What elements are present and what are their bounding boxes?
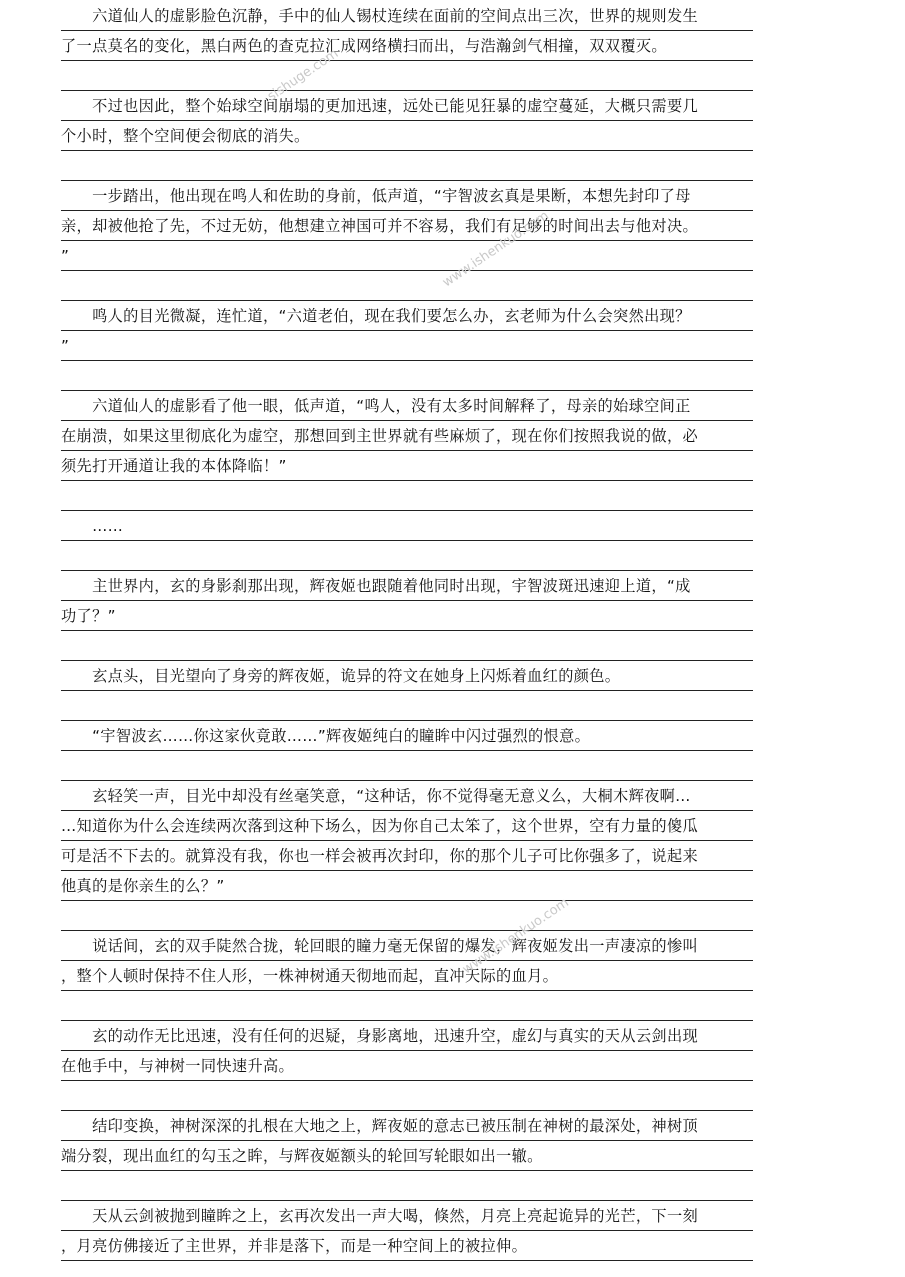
watermark-text: www.ishenkuo.com [440,208,552,291]
blank-line [61,61,753,91]
blank-line [61,751,753,781]
text-line: ，整个人顿时保持不住人形，一株神树通天彻地而起，直冲天际的血月。 [61,961,753,991]
text-line: 可是活不下去的。就算没有我，你也一样会被再次封印，你的那个儿子可比你强多了，说起来 [61,841,753,871]
text-line: 玄的动作无比迅速，没有任何的迟疑，身影离地，迅速升空，虚幻与真实的天从云剑出现 [61,1021,753,1051]
text-line: …… [61,511,753,541]
text-line: 一步踏出，他出现在鸣人和佐助的身前，低声道，“宇智波玄真是果断，本想先封印了母 [61,181,753,211]
blank-line [61,481,753,511]
blank-line [61,631,753,661]
watermark-text: www.ishenkuo.com [460,895,572,978]
text-line: 在崩溃，如果这里彻底化为虚空，那想回到主世界就有些麻烦了，现在你们按照我说的做，必 [61,421,753,451]
text-line: 玄轻笑一声，目光中却没有丝毫笑意，“这种话，你不觉得毫无意义么，大桐木辉夜啊… [61,781,753,811]
text-line: ” [61,331,753,361]
blank-line [61,151,753,181]
blank-line [61,1081,753,1111]
blank-line [61,1171,753,1201]
text-line: 天从云剑被抛到瞳眸之上，玄再次发出一声大喝，倏然，月亮上亮起诡异的光芒，下一刻 [61,1201,753,1231]
text-line: 结印变换，神树深深的扎根在大地之上，辉夜姬的意志已被压制在神树的最深处，神树顶 [61,1111,753,1141]
text-line: 亲，却被他抢了先，不过无妨，他想建立神国可并不容易，我们有足够的时间出去与他对决。 [61,211,753,241]
text-line: 六道仙人的虚影脸色沉静，手中的仙人锡杖连续在面前的空间点出三次，世界的规则发生 [61,1,753,31]
text-line: 端分裂，现出血红的勾玉之眸，与辉夜姬额头的轮回写轮眼如出一辙。 [61,1141,753,1171]
text-line: 了一点莫名的变化，黑白两色的查克拉汇成网络横扫而出，与浩瀚剑气相撞，双双覆灭。 [61,31,753,61]
text-line: 他真的是你亲生的么？” [61,871,753,901]
blank-line [61,901,753,931]
text-line: 不过也因此，整个始球空间崩塌的更加迅速，远处已能见狂暴的虚空蔓延，大概只需要几 [61,91,753,121]
text-line: 主世界内，玄的身影刹那出现，辉夜姬也跟随着他同时出现，宇智波斑迅速迎上道，“成 [61,571,753,601]
text-line: “宇智波玄……你这家伙竟敢……”辉夜姬纯白的瞳眸中闪过强烈的恨意。 [61,721,753,751]
text-line: 鸣人的目光微凝，连忙道，“六道老伯，现在我们要怎么办，玄老师为什么会突然出现？ [61,301,753,331]
text-line: 功了？” [61,601,753,631]
blank-line [61,691,753,721]
text-line: 说话间，玄的双手陡然合拢，轮回眼的瞳力毫无保留的爆发，辉夜姬发出一声凄凉的惨叫 [61,931,753,961]
text-line: ，月亮仿佛接近了主世界，并非是落下，而是一种空间上的被拉伸。 [61,1231,753,1261]
text-line: 玄点头，目光望向了身旁的辉夜姬，诡异的符文在她身上闪烁着血红的颜色。 [61,661,753,691]
text-line: 在他手中，与神树一同快速升高。 [61,1051,753,1081]
blank-line [61,271,753,301]
text-line: 个小时，整个空间便会彻底的消失。 [61,121,753,151]
blank-line [61,991,753,1021]
text-line: 须先打开通道让我的本体降临！” [61,451,753,481]
text-line: …知道你为什么会连续两次落到这种下场么，因为你自己太笨了，这个世界，空有力量的傻瓜 [61,811,753,841]
watermark-text: sishuge.com [265,46,342,105]
blank-line [61,361,753,391]
text-line: 六道仙人的虚影看了他一眼，低声道，“鸣人，没有太多时间解释了，母亲的始球空间正 [61,391,753,421]
text-line: ” [61,241,753,271]
blank-line [61,541,753,571]
